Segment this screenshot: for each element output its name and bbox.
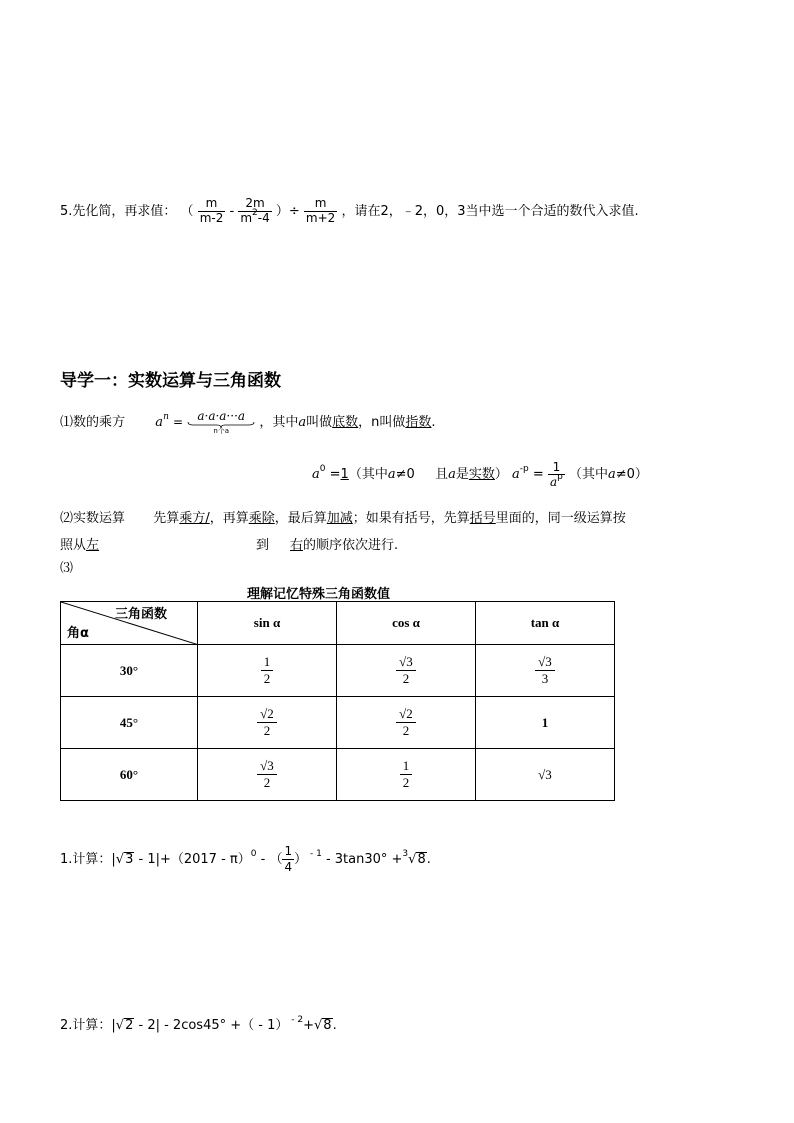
item-1-power: ⑴数的乘方 $a^n$ = a·a·a···a n个a ，其中a叫做底数，n叫做指数.: [60, 409, 436, 435]
trig-values-table: [60, 601, 615, 801]
sin-45-cell: $\frac{√2}{2}$: [198, 697, 337, 749]
item-3-label: ⑶: [60, 561, 74, 576]
table-row: [61, 697, 615, 749]
blank-right: 右: [290, 538, 304, 553]
tan-60-cell: √3: [476, 749, 615, 801]
section-title: 导学一：实数运算与三角函数: [60, 371, 281, 391]
cube-root-8: √8: [408, 852, 426, 867]
table-row: [61, 749, 615, 801]
table-caption: 理解记忆特殊三角函数值: [247, 587, 391, 602]
item-2-operations: ⑵实数运算 先算乘方/，再算乘除，最后算加减；如果有括号，先算括号里面的，同一级运算按 照从左 到 右的顺序依次进行.: [60, 505, 760, 559]
sin-30-cell: $\frac{1}{2}$: [198, 645, 337, 697]
problem-2: 2.计算：|√2 - 2| - 2cos45° +（ - 1） $^{- 2}$+√8.: [60, 1012, 337, 1040]
cos-45-cell: $\frac{√2}{2}$: [337, 697, 476, 749]
header-sin: sin α: [198, 602, 337, 645]
fraction-2m-over-m2-minus-4: $\frac{2m}{m^2-4}$: [240, 196, 270, 225]
problem-1: 1.计算：|√3 - 1|+（2017 - π）$^0$ - （ $\frac{1}{4}$ ） $^{- 1}$ - 3tan30° +$^3$√8.: [60, 832, 431, 884]
table-row: [61, 645, 615, 697]
header-cos: cos α: [337, 602, 476, 645]
header-tan: tan α: [476, 602, 615, 645]
cos-60-cell: $\frac{1}{2}$: [337, 749, 476, 801]
problem-5-tail: ，请在2，﹣2，0，3当中选一个合适的数代入求值.: [341, 204, 639, 219]
problem-5-label: 5.先化简，再求值：: [60, 204, 177, 219]
sqrt-2: √2: [115, 1018, 134, 1033]
cos-30-cell: $\frac{√3}{2}$: [337, 645, 476, 697]
angle-cell: 30°: [61, 645, 198, 697]
tan-45-cell: 1: [476, 697, 615, 749]
problem-5: 5.先化简，再求值： （ $\frac{m}{m-2}$ - $\frac{2m}{m^2-4}$ ）÷ $\frac{m}{m+2}$ ，请在2，﹣2，0，3当中选一个合适的数代入求值.: [60, 196, 639, 225]
item-1-exponent-rules: $a^0 =1$（其中a≠0 且a是实数） $a^{-p}$ = $\frac{1}{a^p}$ （其中a≠0）: [312, 459, 648, 489]
term-real-number: 实数: [468, 467, 495, 482]
item-1-label: ⑴数的乘方: [60, 415, 126, 430]
sin-60-cell: $\frac{√3}{2}$: [198, 749, 337, 801]
term-base: 底数: [332, 415, 359, 430]
angle-cell: 45°: [61, 697, 198, 749]
tan-30-cell: $\frac{√3}{3}$: [476, 645, 615, 697]
sqrt-8: √8: [314, 1018, 332, 1033]
problem-2-label: 2.计算：: [60, 1018, 112, 1033]
fraction-one-over-a-p: $\frac{1}{a^p}$: [549, 459, 563, 489]
table-header-row: [61, 602, 615, 645]
fraction-one-quarter: $\frac{1}{4}$: [284, 844, 293, 874]
fraction-m-over-m-minus-2: $\frac{m}{m-2}$: [199, 196, 224, 225]
product-brace: a·a·a···a n个a: [187, 410, 255, 435]
section-heading: [60, 366, 281, 391]
sqrt-3: √3: [115, 852, 134, 867]
table-corner-cell: 三角函数 角α: [61, 602, 198, 645]
zero-exponent-value: 1: [340, 467, 349, 482]
fraction-m-over-m-plus-2: $\frac{m}{m+2}$: [305, 196, 336, 225]
blank-left: 左: [86, 538, 100, 553]
angle-cell: 60°: [61, 749, 198, 801]
problem-1-label: 1.计算：: [60, 852, 112, 867]
item-2-label: ⑵实数运算: [60, 511, 126, 526]
term-exponent: 指数: [405, 415, 432, 430]
